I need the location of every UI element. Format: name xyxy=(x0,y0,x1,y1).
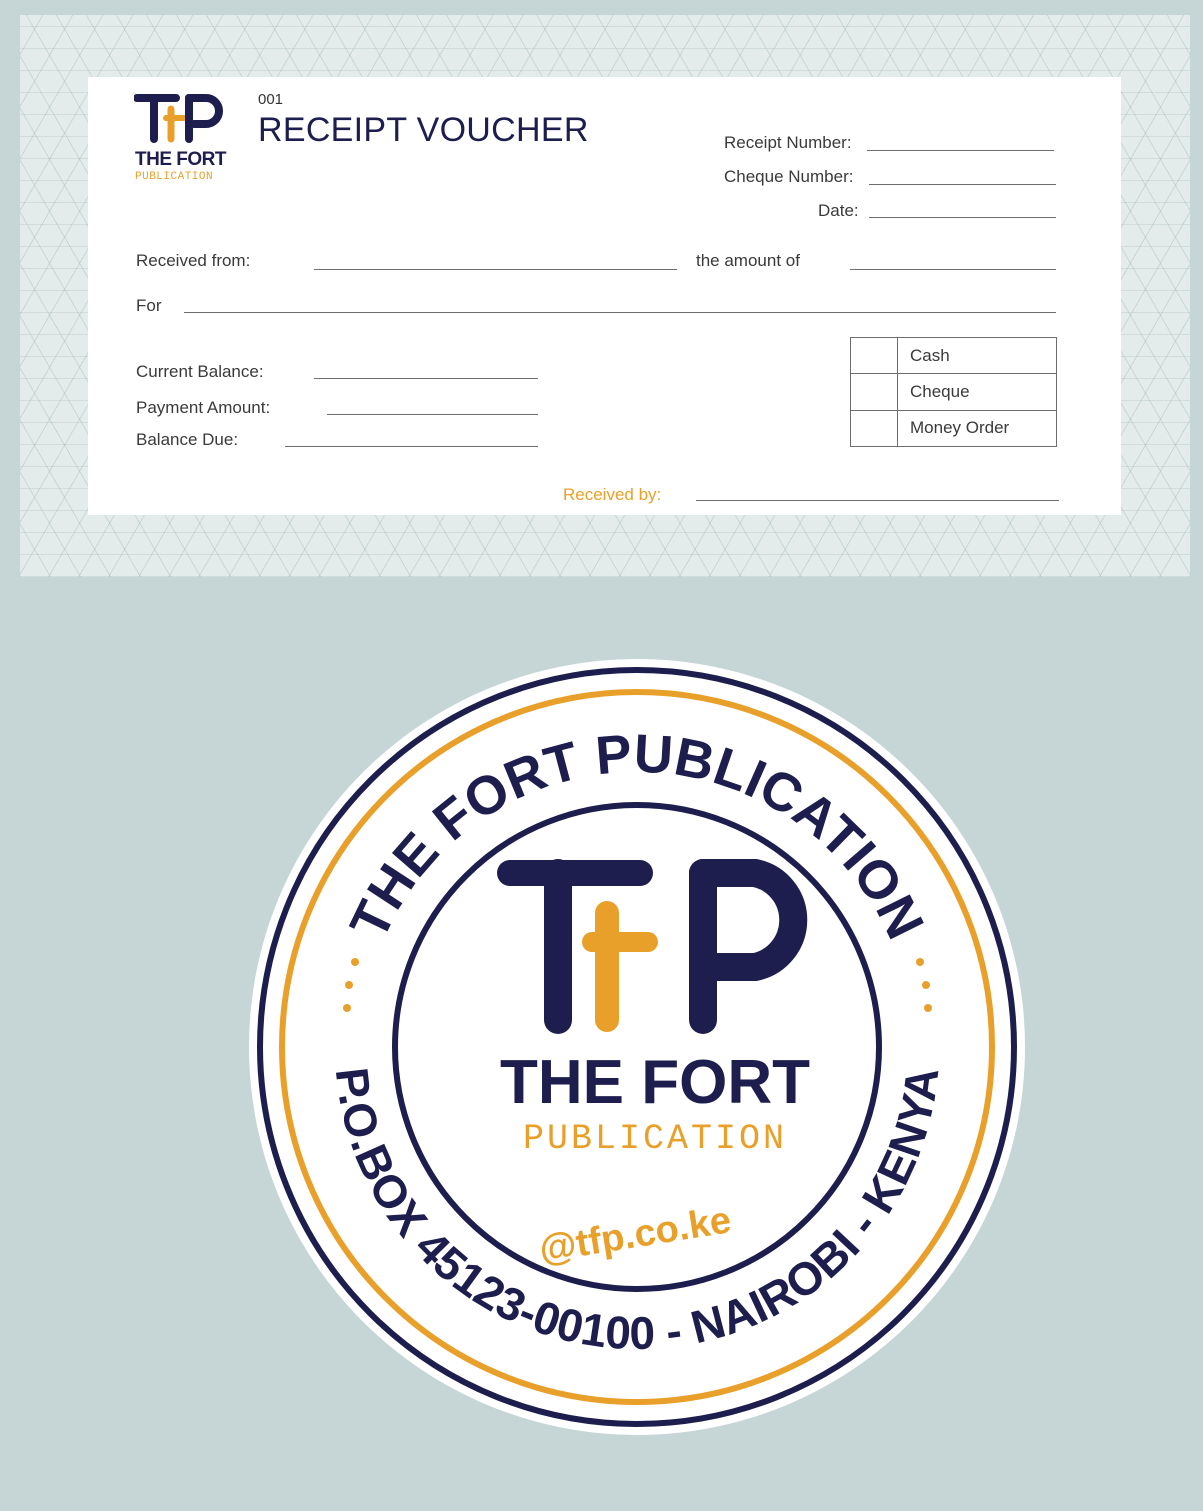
cash-checkbox[interactable] xyxy=(851,338,898,374)
current-balance-field[interactable] xyxy=(314,378,538,379)
money-order-checkbox[interactable] xyxy=(851,410,898,446)
brand-name: THE FORT xyxy=(135,149,226,170)
amount-label: the amount of xyxy=(696,251,800,270)
payment-method-table xyxy=(850,337,1057,447)
cheque-checkbox[interactable] xyxy=(851,374,898,410)
payment-method-row xyxy=(851,410,1057,446)
received-from-field[interactable] xyxy=(314,269,677,270)
received-from-label: Received from: xyxy=(136,251,251,270)
amount-field[interactable] xyxy=(850,269,1056,270)
payment-amount-field[interactable] xyxy=(327,414,538,415)
seal-brand-subtitle: PUBLICATION xyxy=(522,1119,788,1159)
seal-bottom-text: P.O.BOX 45123-00100 - NAIROBI - KENYA xyxy=(325,1064,949,1360)
cheque-number-label: Cheque Number: xyxy=(724,167,854,186)
receipt-voucher xyxy=(88,77,1121,515)
seal-handle: @tfp.co.ke xyxy=(536,1199,734,1272)
received-by-field[interactable] xyxy=(696,500,1059,501)
current-balance-label: Current Balance: xyxy=(136,362,264,381)
receipt-number-label: Receipt Number: xyxy=(724,133,852,152)
payment-method-label: Cash xyxy=(898,338,1057,374)
balance-due-field[interactable] xyxy=(285,446,538,447)
voucher-number: 001 xyxy=(258,91,284,108)
seal-brand-name: THE FORT xyxy=(500,1048,810,1117)
received-by-label: Received by: xyxy=(563,485,662,504)
payment-method-row xyxy=(851,374,1057,410)
cheque-number-field[interactable] xyxy=(869,184,1056,185)
seal-top-text: THE FORT PUBLICATION xyxy=(338,723,936,948)
receipt-number-field[interactable] xyxy=(867,150,1054,151)
balance-due-label: Balance Due: xyxy=(136,430,239,449)
company-seal xyxy=(245,655,1030,1440)
date-field[interactable] xyxy=(869,217,1056,218)
payment-method-row xyxy=(851,338,1057,374)
brand-subtitle: PUBLICATION xyxy=(135,171,214,183)
voucher-title: RECEIPT VOUCHER xyxy=(258,111,589,149)
for-field[interactable] xyxy=(184,312,1056,313)
date-label: Date: xyxy=(818,201,859,220)
for-label: For xyxy=(136,296,162,315)
payment-amount-label: Payment Amount: xyxy=(136,398,271,417)
payment-method-label: Money Order xyxy=(898,410,1057,446)
payment-method-label: Cheque xyxy=(898,374,1057,410)
